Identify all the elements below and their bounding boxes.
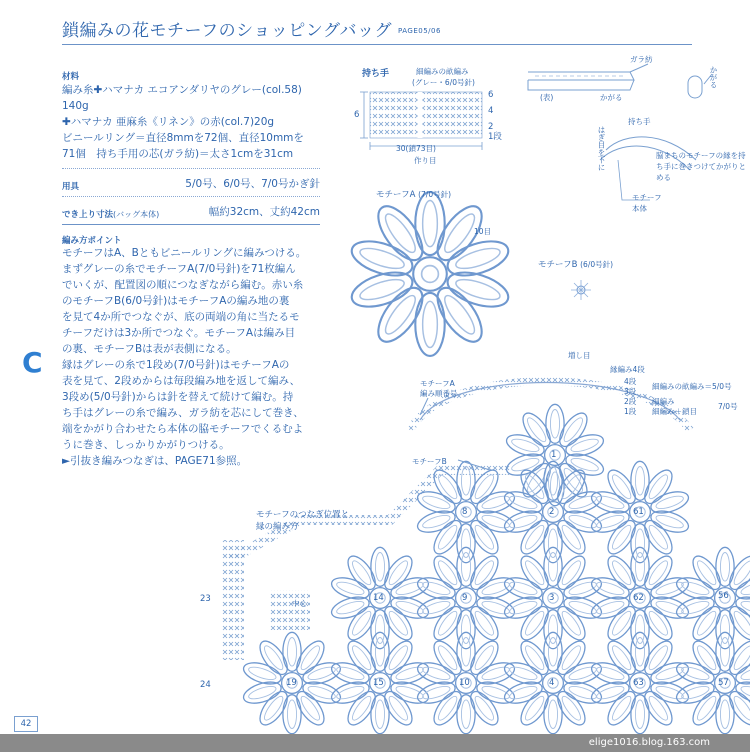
tools-value: 5/0号、6/0号、7/0号かぎ針: [185, 178, 320, 190]
handle-row: 6: [488, 90, 494, 100]
materials-heading: 材料: [62, 72, 80, 82]
motif-a-name: モチーフA: [376, 190, 416, 200]
edge-label: 縁編み4段: [610, 365, 645, 374]
motif-number: 63: [633, 678, 644, 688]
handle-height: 6: [354, 110, 360, 120]
motif-number: 8: [462, 507, 468, 517]
motif-a-rows: 10目: [474, 227, 492, 236]
handle-chart: [360, 92, 482, 150]
handle-row: 4: [488, 106, 494, 116]
materials-line: 71個 持ち手用の芯(ガラ紡)＝太さ1cmを31cm: [62, 148, 294, 160]
edge-row: 2段: [624, 397, 637, 406]
kagaru-label: かがる: [600, 93, 623, 102]
edge-needle: 7/0号: [718, 402, 738, 411]
edge-row: 1段: [624, 407, 637, 416]
handle-width-value: 30: [396, 144, 406, 153]
edge-row1-desc: 細編み＋鎖目: [652, 407, 697, 416]
motif-number: 4: [549, 678, 555, 688]
handle-width: [396, 143, 436, 154]
size-heading-text: でき上り寸法: [62, 210, 114, 220]
motif-number: 10: [459, 678, 470, 688]
motif-body-label: モチーフ本体: [632, 193, 662, 213]
increase-label: 増し目: [568, 351, 591, 360]
page-ref: PAGE05/06: [397, 27, 441, 35]
row-label: 23: [200, 594, 211, 604]
kagaru-vertical: かがる: [709, 66, 718, 89]
points-line: の裏、モチーフBは表が表側になる。: [62, 343, 237, 355]
handle-row: 2: [488, 122, 494, 132]
motif-number: 62: [633, 593, 644, 603]
motif-number: 9: [462, 593, 468, 603]
points-line: のモチーフB(6/0号針)はモチーフAの編み地の裏: [62, 295, 290, 307]
motif-number: 3: [549, 593, 555, 603]
join-position-2: 縁の編み方: [256, 522, 299, 532]
points-line: 3段め(5/0号針)からは針を替えて続けて編む。持: [62, 391, 294, 403]
handle-label-2: 持ち手: [628, 117, 651, 126]
core-label: ガラ紡: [630, 55, 653, 64]
face-label: (表): [540, 93, 554, 102]
motif-layout: [222, 381, 750, 733]
row-label: 57: [718, 678, 729, 688]
materials-line: ✚ハマナカ 亜麻糸《リネン》の赤(col.7)20g: [62, 116, 275, 128]
handle-heading: 持ち手: [362, 69, 390, 79]
points-line: を見て4か所でつなぐが、底の両端の角に当たるモ: [62, 311, 300, 323]
motif-number: 1: [551, 450, 557, 460]
points-line: 表を見て、2段めからは毎段編み地を返して編み、: [62, 375, 301, 387]
motif-a-order-1: モチーフA: [420, 379, 455, 388]
handle-row: 1段: [488, 132, 502, 142]
materials-line: 編み糸✚ハマナカ エコアンダリヤのグレー(col.58): [62, 84, 302, 96]
row-label: 56: [718, 591, 729, 601]
motif-number: 14: [373, 593, 384, 603]
edge-row3-desc: 細編みの畝編み＝5/0号: [652, 382, 732, 391]
motif-b-needle: (6/0号針): [580, 260, 614, 269]
edge-row: 4段: [624, 377, 637, 386]
points-line: モチーフはA、Bともビニールリングに編みつける。: [62, 247, 307, 259]
points-line: ち手はグレーの糸で編み、ガラ紡を芯にして巻き、: [62, 407, 304, 419]
materials-line: ビニールリング＝直径8mmを72個、直径10mmを: [62, 132, 304, 144]
edge-row2-desc: 細編み: [652, 397, 675, 406]
seam-note: はぎ目を下に: [597, 126, 606, 171]
motif-b-diagram: [571, 280, 591, 300]
join-position-1: モチーフのつなぎ位置と: [256, 510, 350, 520]
points-line: でいくが、配置図の順につなぎながら編む。赤い糸: [62, 279, 304, 291]
motif-a-needle: (7/0号針): [418, 190, 452, 199]
points-line: まずグレーの糸でモチーフA(7/0号針)を71枚編ん: [62, 263, 296, 275]
motif-b-layout-label: モチーフB: [412, 457, 447, 466]
handle-width-sub: (鎖73目): [405, 144, 436, 153]
points-line: 端をかがり合わせたら本体の脇モチーフでくるむよ: [62, 423, 304, 435]
size-value: 幅約32cm、丈約42cm: [208, 206, 320, 218]
section-letter: C: [22, 346, 43, 379]
motif-b-name: モチーフB: [538, 260, 578, 270]
title-text: 鎖編みの花モチーフのショッピングバッグ: [62, 21, 392, 41]
motif-a-order-2: 編み順番号: [420, 389, 458, 398]
page-number: 42: [14, 716, 38, 732]
motif-number: 61: [633, 507, 644, 517]
motif-a-label: [376, 188, 451, 200]
row-label: 24: [200, 680, 211, 690]
motif-number: 2: [549, 507, 555, 517]
motif-number: 15: [373, 678, 384, 688]
side-note: 脇まちのモチーフの縁を持ち手に巻きつけてかがりとめる: [656, 151, 746, 182]
points-line: ►引抜き編みつなぎは、PAGE71参照。: [62, 455, 248, 467]
points-line: うに巻き、しっかりかがりつける。: [62, 439, 230, 451]
motif-a-diagram: [348, 192, 513, 356]
points-line: チーフだけは3か所でつなぐ。モチーフAは編み目: [62, 327, 296, 339]
motif-b-label: [538, 258, 613, 270]
points-line: 縁はグレーの糸で1段め(7/0号針)はモチーフAの: [62, 359, 290, 371]
footer-url: elige1016.blog.163.com: [588, 737, 710, 748]
materials-line: 140g: [62, 100, 89, 112]
handle-stitch-sub: (グレー・6/0号針): [412, 78, 475, 87]
tools-heading: 用具: [62, 182, 80, 192]
handle-start: 作り目: [414, 156, 437, 165]
size-sub: (バッグ本体): [113, 210, 160, 219]
edge-row: 3段: [624, 387, 637, 396]
center-label: 中心: [292, 599, 307, 608]
motif-number: 19: [286, 678, 297, 688]
points-heading: 編み方ポイント: [62, 236, 122, 246]
handle-stitch-label: 細編みの畝編み: [416, 67, 469, 76]
